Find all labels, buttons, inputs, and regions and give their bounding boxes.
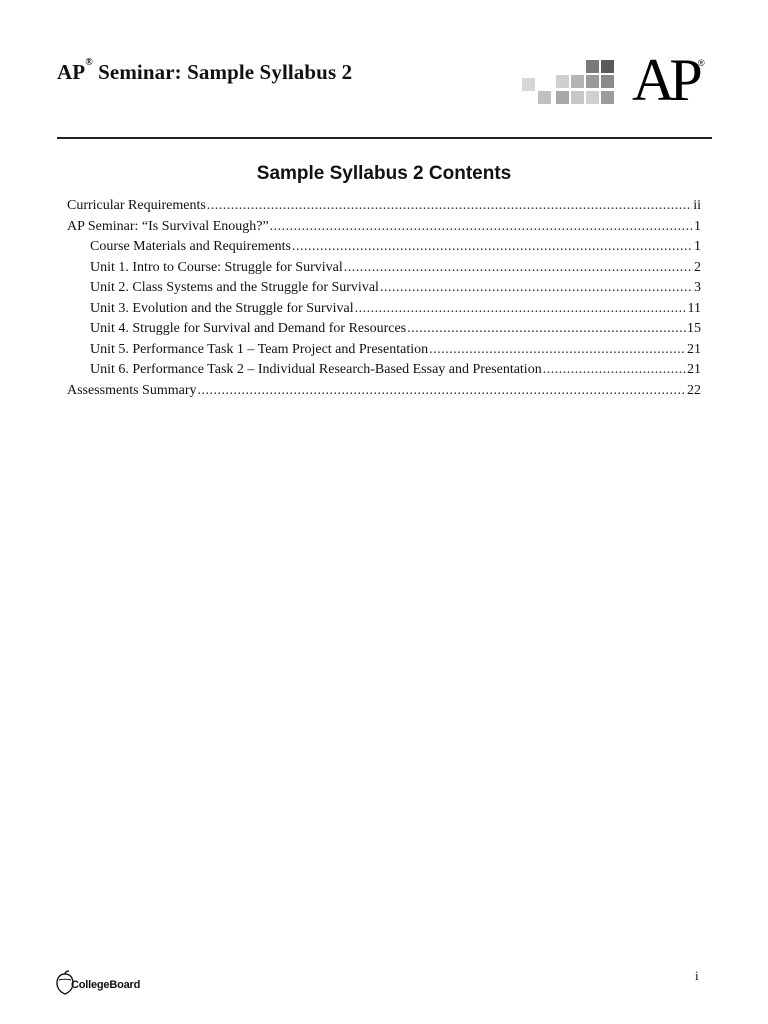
toc-leader-dots (292, 237, 693, 258)
toc-entry-unit-1[interactable] (67, 258, 701, 279)
toc-entry-page: 2 (694, 259, 701, 275)
toc-entry-unit-2[interactable] (67, 278, 701, 299)
toc-entry-course-materials[interactable] (67, 237, 701, 258)
toc-entry-label: Unit 6. Performance Task 2 – Individual Research-Based Essay and Presentation (90, 362, 542, 377)
toc-entry-ap-seminar[interactable] (67, 217, 701, 238)
registered-mark: ® (85, 57, 93, 68)
toc-entry-label: Unit 3. Evolution and the Struggle for Survival (90, 300, 354, 316)
ap-logo (520, 47, 712, 113)
toc-entry-page: 21 (687, 341, 701, 357)
toc-entry-unit-5[interactable] (67, 340, 701, 361)
toc-entry-label: Course Materials and Requirements (90, 239, 292, 254)
toc-entry-curricular-requirements[interactable] (67, 196, 701, 217)
page-number: i (695, 968, 699, 983)
header-rule (57, 137, 712, 139)
toc-entry-label: Unit 5. Performance Task 1 – Team Project and Presentation (90, 341, 429, 357)
toc-entry-label: Unit 4. Struggle for Survival and Demand for Resources (90, 321, 407, 336)
toc-leader-dots (355, 299, 687, 320)
toc-entry-label: AP Seminar: “Is Survival Enough?” (67, 218, 269, 234)
toc-entry-page: 1 (694, 218, 701, 234)
toc-heading: Sample Syllabus 2 Contents (256, 163, 512, 184)
toc-entry-page: 15 (687, 321, 701, 336)
toc-leader-dots (198, 381, 687, 402)
toc-entry-unit-3[interactable] (67, 299, 701, 320)
toc-leader-dots (207, 196, 692, 217)
toc-leader-dots (543, 360, 686, 381)
toc-leader-dots (429, 340, 686, 361)
toc-entry-label: Unit 1. Intro to Course: Struggle for Survival (90, 259, 343, 275)
toc-entry-label: Unit 2. Class Systems and the Struggle for Survival (90, 280, 379, 295)
toc-entry-assessments-summary[interactable] (67, 381, 701, 402)
ap-logo-grid-icon (520, 58, 620, 110)
ap-logo-registered-mark: ® (698, 58, 705, 68)
toc-entry-label: Curricular Requirements (67, 198, 206, 213)
toc-entry-page: 11 (687, 300, 701, 316)
collegeboard-wordmark: CollegeBoard (71, 979, 141, 991)
toc-entry-page: 3 (694, 280, 701, 295)
toc-entry-page: ii (693, 198, 701, 213)
toc-entry-page: 21 (687, 362, 701, 377)
ap-logo-letters: AP (632, 47, 697, 113)
toc-leader-dots (270, 217, 693, 238)
toc-leader-dots (344, 258, 693, 279)
toc-entry-page: 22 (687, 382, 701, 398)
document-title (57, 57, 353, 85)
collegeboard-logo (55, 970, 155, 998)
toc-entry-label: Assessments Summary (67, 382, 197, 398)
toc-entry-page: 1 (694, 239, 701, 254)
table-of-contents (67, 196, 701, 401)
toc-leader-dots (407, 319, 686, 340)
title-rest: Seminar: Sample Syllabus 2 (92, 60, 353, 84)
title-prefix: AP (57, 60, 86, 84)
toc-entry-unit-4[interactable] (67, 319, 701, 340)
toc-leader-dots (380, 278, 693, 299)
toc-entry-unit-6[interactable] (67, 360, 701, 381)
